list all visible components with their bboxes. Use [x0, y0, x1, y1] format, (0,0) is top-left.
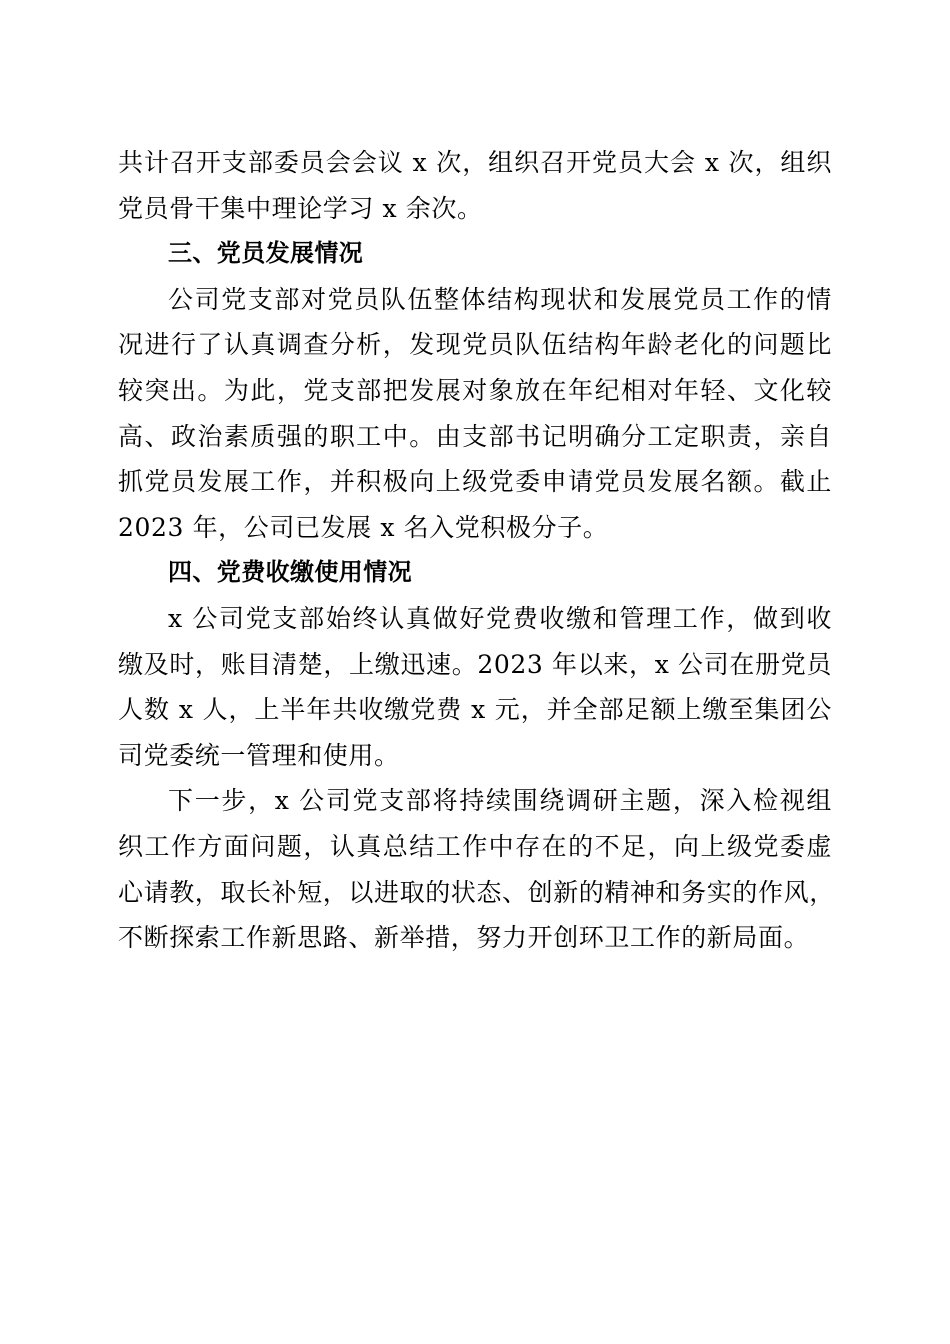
- paragraph-next-steps: [118, 778, 835, 960]
- text-line: 较突出。为此，党支部把发展对象放在年纪相对年轻、文化较: [118, 375, 832, 405]
- text-line: 党员骨干集中理论学习 x 余次。: [118, 193, 483, 223]
- text-line: 下一步，x 公司党支部将持续围绕调研主题，深入检视组: [168, 786, 832, 816]
- text-line: 司党委统一管理和使用。: [118, 740, 400, 770]
- text-line: 缴及时，账目清楚，上缴迅速。2023 年以来，x 公司在册党员: [118, 649, 832, 679]
- document-body: [118, 140, 835, 961]
- paragraph-party-dues: [118, 596, 832, 778]
- text-line: 不断探索工作新思路、新举措，努力开创环卫工作的新局面。: [118, 923, 810, 953]
- section-heading-party-dues: 四、党费收缴使用情况: [168, 558, 412, 587]
- text-line: 织工作方面问题，认真总结工作中存在的不足，向上级党委虚: [118, 831, 832, 861]
- paragraph-meetings: [118, 140, 832, 231]
- text-line: 心请教，取长补短，以进取的状态、创新的精神和务实的作风，: [118, 877, 835, 907]
- text-line: 抓党员发展工作，并积极向上级党委申请党员发展名额。截止: [118, 467, 832, 497]
- text-line: 共计召开支部委员会会议 x 次，组织召开党员大会 x 次，组织: [118, 148, 832, 177]
- paragraph-member-development: [118, 277, 832, 551]
- text-line: x 公司党支部始终认真做好党费收缴和管理工作，做到收: [168, 603, 832, 633]
- text-line: 人数 x 人，上半年共收缴党费 x 元，并全部足额上缴至集团公: [118, 695, 832, 725]
- text-line: 况进行了认真调查分析，发现党员队伍结构年龄老化的问题比: [118, 330, 832, 360]
- text-line: 高、政治素质强的职工中。由支部书记明确分工定职责，亲自: [118, 421, 832, 451]
- text-line: 2023 年，公司已发展 x 名入党积极分子。: [118, 512, 609, 542]
- text-line: 公司党支部对党员队伍整体结构现状和发展党员工作的情: [168, 284, 832, 314]
- section-heading-member-development: 三、党员发展情况: [168, 239, 364, 268]
